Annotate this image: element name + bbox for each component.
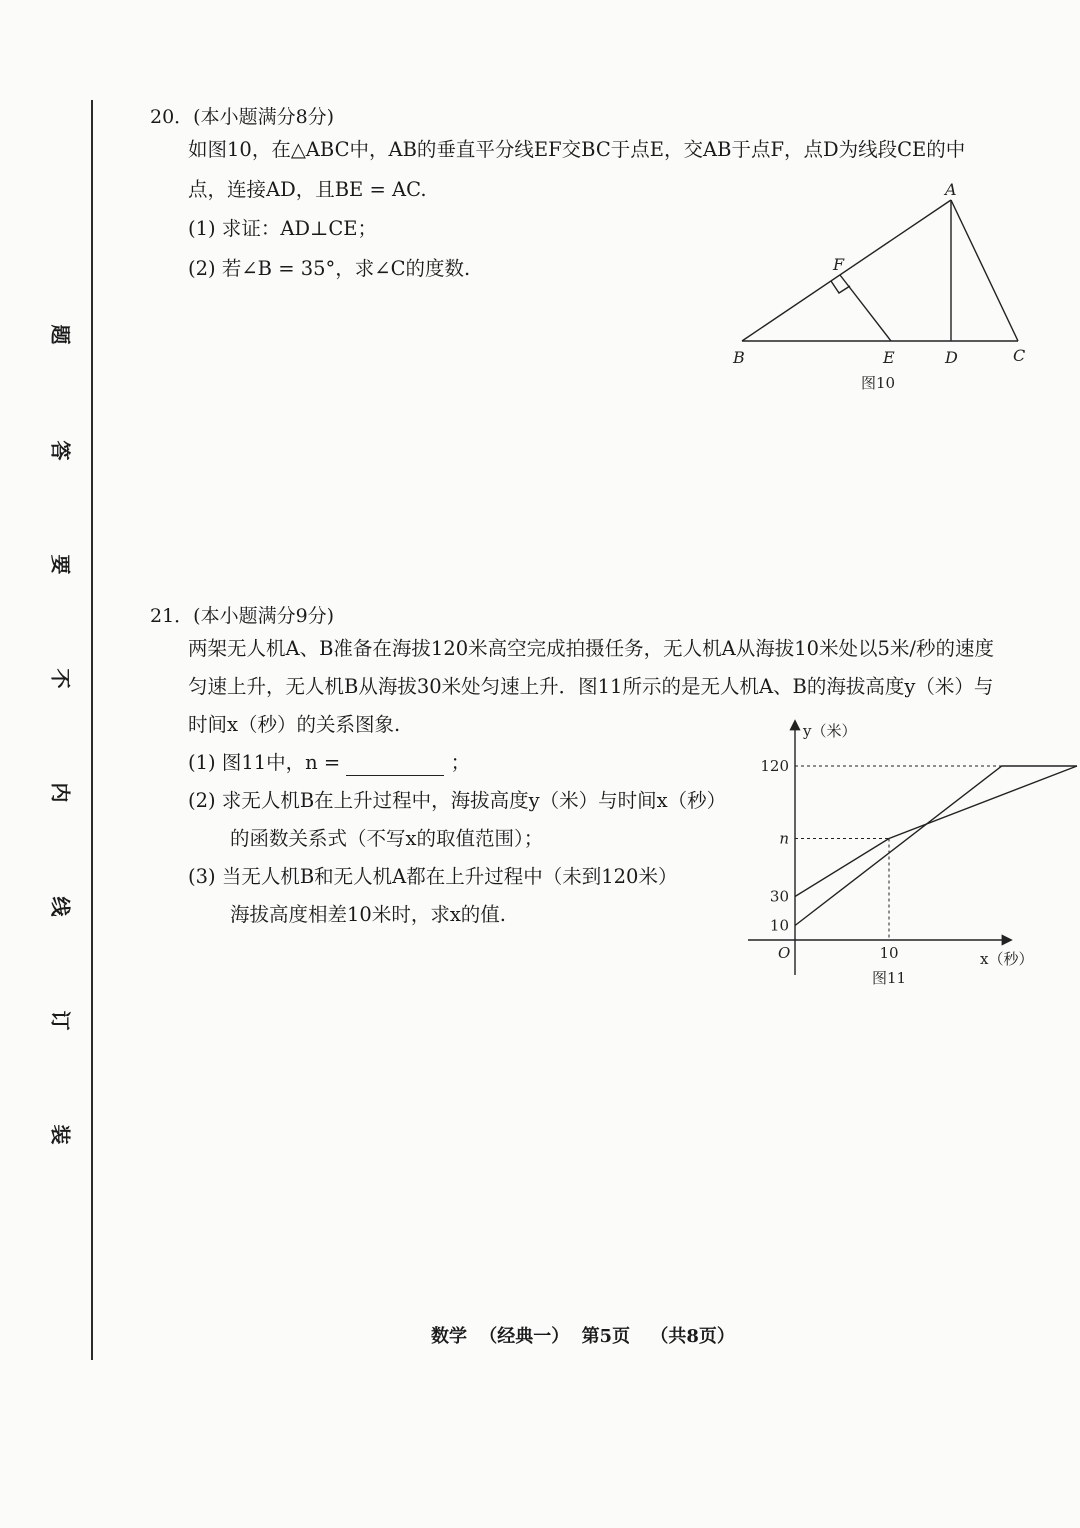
q21-part1-suffix: ； [450,751,471,774]
label-b: B [733,348,745,367]
q21-stem-line3: 时间x（秒）的关系图象. [188,713,401,736]
margin-char: 订 [48,1010,73,1031]
label-d: D [945,348,958,367]
y-tick-label: n [779,829,789,848]
page-footer [431,1322,735,1348]
q21-part1 [188,744,470,782]
q21-stem-line1: 两架无人机A、B准备在海拔120米高空完成拍摄任务，无人机A从海拔10米处以5米/秒的速度 [188,637,995,660]
q21-part2-line2: 的函数关系式（不写x的取值范围）； [230,827,544,850]
q21-header: 21．(本小题满分9分) [150,605,335,627]
segment-ab [742,200,951,341]
label-a: A [945,180,957,199]
footer-total: （共8页） [650,1326,735,1347]
series-line-drone-b [795,766,1077,897]
margin-char: 要 [48,554,73,575]
q20-stem-line2: 点，连接AD，且BE = AC. [188,178,427,201]
x-axis-label: x（秒） [980,950,1034,968]
q21-part3-line1: (3) 当无人机B和无人机A都在上升过程中（未到120米） [188,865,678,888]
origin-label: O [778,944,791,962]
label-f: F [833,255,845,274]
right-angle-mark [831,281,850,293]
figure-10 [725,180,1045,400]
q20-header: 20．(本小题满分8分) [150,106,335,128]
footer-edition: （经典一） [479,1326,570,1347]
segment-ac [951,200,1018,341]
x-tick-label: 10 [879,944,899,962]
y-tick-label: 120 [760,757,789,775]
segment-ef [840,275,891,341]
margin-char: 线 [48,896,73,917]
answer-blank-n[interactable] [346,751,444,776]
y-tick-label: 30 [769,887,789,906]
label-c: C [1013,346,1026,365]
fig10-caption: 图10 [861,374,896,392]
q21-part2-line1: (2) 求无人机B在上升过程中，海拔高度y（米）与时间x（秒） [188,789,727,812]
footer-subject: 数学 [431,1326,467,1347]
q20-part1: (1) 求证：AD⊥CE； [188,217,378,240]
margin-char: 装 [48,1124,73,1145]
binding-line [91,100,93,1360]
q21-stem-line2: 匀速上升，无人机B从海拔30米处匀速上升．图11所示的是无人机A、B的海拔高度y（米）与 [188,675,994,698]
q20-part2: (2) 若∠B = 35°，求∠C的度数. [188,257,471,280]
q21-part3-line2: 海拔高度相差10米时，求x的值. [230,903,507,926]
margin-char: 题 [48,324,73,345]
figure-11-chart [740,710,1040,1000]
margin-char: 答 [48,440,73,461]
q20-stem-line1: 如图10，在△ABC中，AB的垂直平分线EF交BC于点E，交AB于点F，点D为线段CE的中 [188,138,966,161]
label-e: E [883,348,895,367]
margin-char: 内 [48,782,73,803]
footer-page: 第5页 [581,1326,631,1347]
y-axis-label: y（米） [803,722,857,740]
y-tick-label: 10 [769,916,789,935]
q21-part1-prefix: (1) 图11中，n = [188,751,341,774]
margin-char: 不 [48,668,73,689]
series-line-drone-a [795,766,1077,926]
fig11-caption: 图11 [872,969,907,987]
